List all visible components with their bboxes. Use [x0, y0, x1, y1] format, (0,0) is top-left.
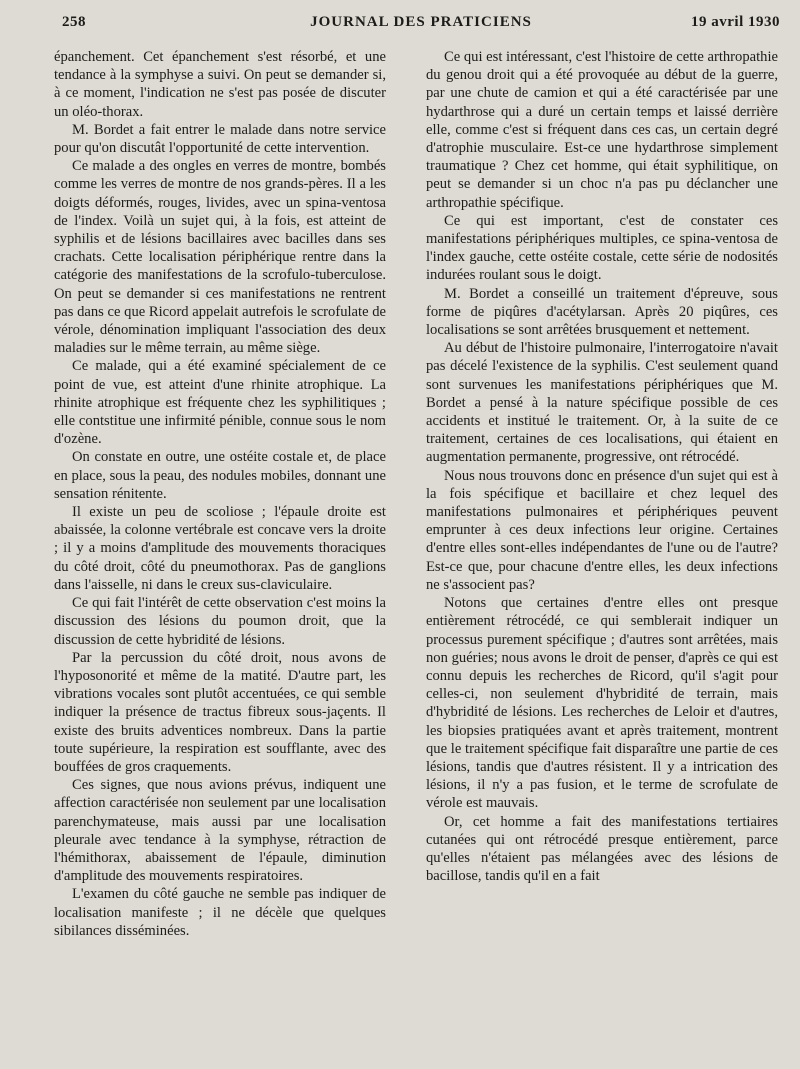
paragraph: Ce qui est intéressant, c'est l'histoire de cette arthropathie du genou droit qui a été provoquée au début de la guerre, par une chute de camion et qui a été caractérisée par une hydarthrose qui a duré un certain temps et laissé derrière elle, comme c'est si fréquent dans ces cas, un certain degré d'atrophie musculaire. Est-ce une hydarthrose simplement traumatique ? Chez cet homme, qui était syphilitique, on peut se demander si un choc n'a pas pu déclancher une arthropathie spécifique. — [426, 49, 778, 211]
left-column — [54, 48, 386, 940]
right-column — [426, 48, 778, 885]
paragraph: M. Bordet a fait entrer le malade dans notre service pour qu'on discutât l'opportunité de cette intervention. — [54, 121, 386, 157]
page-number: 258 — [62, 14, 86, 30]
paragraph: Ce malade, qui a été examiné spécialement de ce point de vue, est atteint d'une rhinite atrophique. La rhinite atrophique est fréquente chez les syphilitiques ; elle contstitue une infirmité pénible, connue sous le nom d'ozène. — [54, 358, 386, 448]
paragraph: Nous nous trouvons donc en présence d'un sujet qui est à la fois spécifique et bacillaire et chez lequel des manifestations pulmonaires et périphériques peuvent emprunter à ces deux infections leur origine. Certaines d'entre elles sont-elles indépendantes de l'une ou de l'autre? Est-ce que, pour chacune d'entre elles, les deux infections ne s'associent pas? — [426, 467, 778, 593]
paragraph: Notons que certaines d'entre elles ont presque entièrement rétrocédé, ce qui semblerait indiquer un processus purement spécifique ; d'autres sont arrêtées, mais non guéries; nous avons le droit de penser, d'après ce qui est connu depuis les recherches de Ricord, qu'il s'agit pour celles-ci, non seulement d'hybridité de terrain, mais d'hybridité de lésions. Les recherches de Leloir et d'autres, les biopsies pratiquées avant et après traitement, montrent que le traitement spécifique fait disparaître une partie de ces lésions, tandis que d'autres résistent. Il y a intrication des lésions, il n'y a pas fusion, et le terme de scrofulate de vérole est mauvais. — [426, 595, 778, 812]
paragraph: Ces signes, que nous avions prévus, indiquent une affection caractérisée non seulement par une localisation parenchymateuse, mais aussi par une localisation pleurale avec tendance à la symphyse, rétraction de l'hémithorax, abaissement de l'épaule, diminution d'amplitude des mouvements respiratoires. — [54, 777, 386, 885]
journal-title: JOURNAL DES PRATICIENS — [310, 14, 532, 30]
paragraph: Ce qui fait l'intérêt de cette observation c'est moins la discussion des lésions du poumon droit, que la discussion de cette hybridité de lésions. — [54, 595, 386, 648]
paragraph: Au début de l'histoire pulmonaire, l'interrogatoire n'avait pas décelé l'existence de la syphilis. C'est seulement quand sont survenues les manifestations périphériques que M. Bordet a pensé à la nature spécifique possible de ces accidents et institué le traitement. Or, à la suite de ce traitement, certaines de ces localisations, qui étaient en augmentation permanente, progressive, ont rétrocédé. — [426, 340, 778, 466]
issue-date: 19 avril 1930 — [691, 14, 780, 30]
paragraph: Par la percussion du côté droit, nous avons de l'hyposonorité et même de la matité. D'autre part, les vibrations vocales sont plutôt accentuées, ce qui semble indiquer la présence de tractus fibreux sous-jaçents. Il existe des bruits adventices nombreux. Dans la partie toute supérieure, la respiration est soufflante, avec des bouffées de gros craquements. — [54, 649, 386, 775]
paragraph: Ce malade a des ongles en verres de montre, bombés comme les verres de montre de nos grands-pères. Il a les doigts déformés, rouges, livides, avec un spina-ventosa de l'index. Voilà un sujet qui, à la fois, est atteint de syphilis et de lésions bacillaires avec bacilles dans ses crachats. Cette localisation périphérique rentre dans la catégorie des manifestations de la scrofulo-tuberculose. On peut se demander si ces manifestations ne rentrent pas dans ce que Ricord appelait autrefois le scrofulate de vérole, dénomination impliquant l'association des deux maladies sur le même terrain, au même siège. — [54, 158, 386, 357]
paragraph: Or, cet homme a fait des manifestations tertiaires cutanées qui ont rétrocédé presque entièrement, parce qu'elles n'étaient pas mélangées avec des lésions de bacillose, tandis qu'il en a fait — [426, 813, 778, 885]
paragraph: L'examen du côté gauche ne semble pas indiquer de localisation manifeste ; il ne décèle que quelques sibilances disséminées. — [54, 886, 386, 939]
paragraph: Il existe un peu de scoliose ; l'épaule droite est abaissée, la colonne vertébrale est concave vers la droite ; il y a moins d'amplitude des mouvements thoraciques du côté droit, côté du pneumothorax. Pas de ganglions dans l'aisselle, ni dans le creux sus-claviculaire. — [54, 504, 386, 593]
paragraph: On constate en outre, une ostéite costale et, de place en place, sous la peau, des nodules mobiles, donnant une sensation rénitente. — [54, 449, 386, 502]
paragraph: M. Bordet a conseillé un traitement d'épreuve, sous forme de piqûres d'acétylarsan. Après 20 piqûres, ces localisations se sont arrêtées brusquement et nettement. — [426, 285, 778, 339]
paragraph: épanchement. Cet épanchement s'est résorbé, et une tendance à la symphyse a suivi. On peut se demander si, à ce moment, l'indication ne s'est pas posée de discuter un oléo-thorax. — [54, 49, 386, 120]
paragraph: Ce qui est important, c'est de constater ces manifestations périphériques multiples, ce spina-ventosa de l'index gauche, cette ostéite costale, cette série de nodosités indurées roulant sous le doigt. — [426, 212, 778, 284]
page-header — [62, 14, 780, 38]
